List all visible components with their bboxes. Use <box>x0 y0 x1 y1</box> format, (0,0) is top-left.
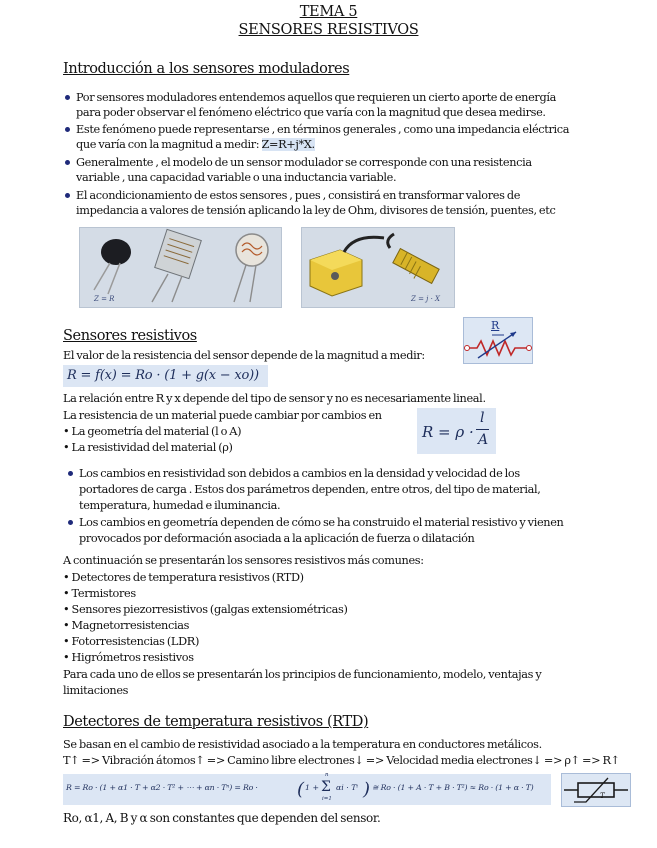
sensor-list-intro: A continuación se presentarán los sensores resistivos más comunes: <box>63 554 424 567</box>
resistivity-bullet-line-1: Los cambios en resistividad son debidos a cambios en la densidad y velocidad de los <box>79 467 520 480</box>
impedance-formula: Z=R+j*X. <box>261 138 315 151</box>
intro-bullet-4-line-2: impedancia a valores de tensión aplicando la ley de Ohm, divisores de tensión, puentes, etc <box>76 204 556 217</box>
sensor-list-item-2: • Termistores <box>63 587 136 600</box>
resistive-sensors-heading: Sensores resistivos <box>63 328 197 344</box>
geometry-bullet-line-2: provocados por deformación asociada a la aplicación de fuerza o dilatación <box>79 532 475 545</box>
rtd-formula-part-1: R = Ro · (1 + α1 · T + α2 · T² + ⋯ + αn · Tⁿ) = Ro · <box>66 783 258 792</box>
rtd-symbol <box>561 773 631 807</box>
rtd-sum-sign: Σ <box>321 779 331 795</box>
photo-1-caption: Z = R <box>94 295 115 303</box>
sensor-list-item-6: • Higrómetros resistivos <box>63 651 194 664</box>
thermistor-icon <box>562 774 630 806</box>
intro-bullet-3-line-1: Generalmente , el modelo de un sensor modulador se corresponde con una resistencia <box>76 156 532 169</box>
sensor-list-outro-line-2: limitaciones <box>63 684 129 697</box>
rtd-formula-summand: αi · Tⁱ <box>336 783 358 792</box>
inductive-sensors-photo <box>301 227 455 308</box>
sensor-list-item-3: • Sensores piezorresistivos (galgas extensiométricas) <box>63 603 348 616</box>
resistivity-formula-box <box>417 408 496 454</box>
intro-bullet-2-line-1: Este fenómeno puede representarse , en términos generales , como una impedancia eléctrica <box>76 123 570 136</box>
intro-bullet-2-line-2: que varía con la magnitud a medir: Z=R+j*X. <box>76 138 315 151</box>
rtd-constants-note: Ro, α1, A, B y α son constantes que dependen del sensor. <box>63 811 381 825</box>
resistivity-formula-numerator: l <box>480 410 485 426</box>
sensor-list-item-4: • Magnetorresistencias <box>63 619 190 632</box>
rtd-formula-box <box>63 774 551 805</box>
resistivity-bullet-line-3: temperatura, humedad e iluminancia. <box>79 499 281 512</box>
rtd-formula-one: 1 + <box>305 783 319 792</box>
sensor-list-item-1: • Detectores de temperatura resistivos (RTD) <box>63 571 304 584</box>
resistance-function-formula-box <box>63 365 268 387</box>
rtd-sum-upper: n <box>325 772 329 778</box>
intro-bullet-3-line-2: variable , una capacidad variable o una inductancia variable. <box>76 171 397 184</box>
resistivity-formula-denominator: A <box>478 432 489 448</box>
resistive-paragraph-3: La resistencia de un material puede cambiar por cambios en <box>63 409 382 422</box>
photo-2-caption: Z = j · X <box>411 295 441 303</box>
resistivity-bullet-line-2: portadores de carga . Estos dos parámetros dependen, entre otros, del tipo de material, <box>79 483 541 496</box>
sensor-list-item-5: • Fotorresistencias (LDR) <box>63 635 200 648</box>
rtd-paragraph-1: Se basan en el cambio de resistividad asociado a la temperatura en conductores metálicos. <box>63 738 542 751</box>
resistive-paragraph-1: El valor de la resistencia del sensor depende de la magnitud a medir: <box>63 349 425 362</box>
resistivity-formula-lhs: R = ρ · <box>422 423 474 441</box>
sensor-list-outro-line-1: Para cada uno de ellos se presentarán los principios de funcionamiento, modelo, ventajas y <box>63 668 542 681</box>
rtd-sum-lower: i=1 <box>322 796 332 802</box>
resistive-paragraph-2: La relación entre R y x depende del tipo de sensor y no es necesariamente lineal. <box>63 392 486 405</box>
resistance-function-formula: R = f(x) = Ro · (1 + g(x − xo)) <box>67 368 259 383</box>
geometry-bullet-line-1: Los cambios en geometría dependen de cómo se ha construido el material resistivo y vienen <box>79 516 564 529</box>
resistive-sensors-photo <box>79 227 282 308</box>
rtd-formula-part-3: ≅ Ro · (1 + A · T + B · T²) ≈ Ro · (1 + α · T) <box>372 783 534 792</box>
resistive-cause-resistivity: • La resistividad del material (ρ) <box>63 441 233 454</box>
document-subtitle: SENSORES RESISTIVOS <box>238 22 419 38</box>
rtd-heading: Detectores de temperatura resistivos (RTD) <box>63 714 369 730</box>
fraction-bar <box>476 429 489 430</box>
rtd-formula-paren-open: ( <box>297 779 305 800</box>
rtd-formula-paren-close: ) <box>363 779 371 800</box>
intro-bullet-4-line-1: El acondicionamiento de estos sensores , pues , consistirá en transformar valores de <box>76 189 521 202</box>
variable-resistor-symbol <box>463 317 533 364</box>
variable-resistor-label: R <box>491 319 500 332</box>
intro-bullet-1-line-2: para poder observar el fenómeno eléctrico que varía con la magnitud que desea medirse. <box>76 106 546 119</box>
rtd-paragraph-2: T↑ => Vibración átomos↑ => Camino libre electrones↓ => Velocidad media electrones↓ => ρ↑ => R↑ <box>63 754 620 767</box>
document-title: TEMA 5 <box>299 4 358 20</box>
rtd-symbol-label: T <box>600 792 605 800</box>
resistive-cause-geometry: • La geometría del material (l o A) <box>63 425 242 438</box>
intro-heading: Introducción a los sensores moduladores <box>63 61 350 77</box>
intro-bullet-1-line-1: Por sensores moduladores entendemos aquellos que requieren un cierto aporte de energía <box>76 91 557 104</box>
